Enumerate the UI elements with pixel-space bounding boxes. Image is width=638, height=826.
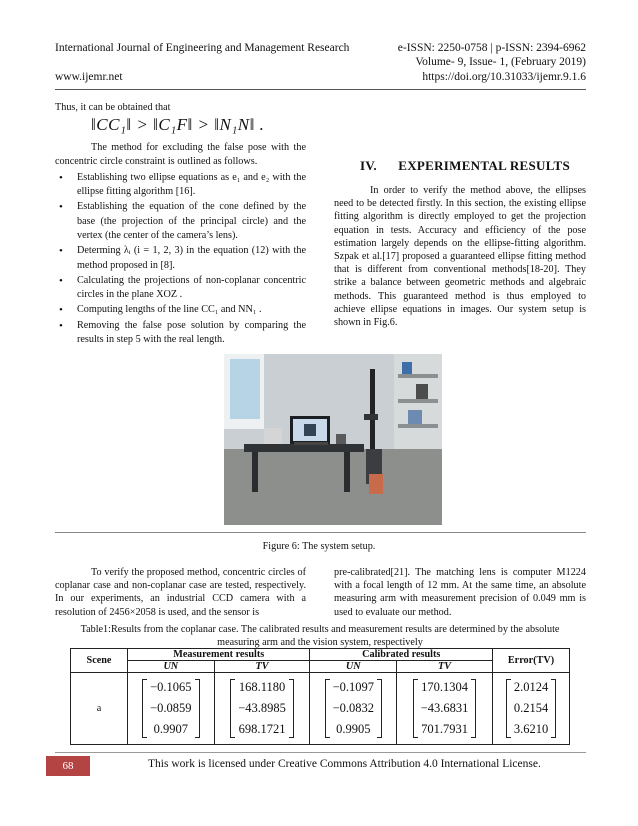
matrix-value: −43.8985 xyxy=(238,701,286,715)
matrix-value: −43.6831 xyxy=(420,701,469,715)
matrix-value: 698.1721 xyxy=(238,722,286,736)
scene-header: Scene xyxy=(71,649,128,673)
experimental-paragraph: In order to verify the method above, the ellipses need to be detected firstly. In this section, the existing ellipse fitting algorithm is directly employed to get the projection equation in tests. Accuracy and efficiency of the pose estimation largely depends on the ellipse-fitting algorithm. Szpak et al.[17] proposed a guaranteed ellipse fitting method that is different from conventional methods[18-20]. They strike a balance between geometric methods and algebraic methods. This guaranteed method is thus employed to achieve ellipse equations in images. Our system setup is shown in Fig.6. xyxy=(334,185,586,329)
issn: e-ISSN: 2250-0758 | p-ISSN: 2394-6962 xyxy=(397,42,586,54)
scene-cell: a xyxy=(71,673,128,745)
left-column xyxy=(55,101,306,348)
list-item: • Removing the false pose solution by comparing the results in step 5 with the real length. xyxy=(55,319,306,348)
lab-scene-image xyxy=(224,354,442,525)
matrix-value: 2.0124 xyxy=(513,680,549,694)
matrix-value: 168.1180 xyxy=(238,680,286,694)
page-number: 68 xyxy=(46,756,90,776)
table-row xyxy=(71,673,570,745)
meas-un-cell xyxy=(128,673,215,745)
results-table xyxy=(70,648,570,745)
meas-un-header: UN xyxy=(128,661,215,673)
matrix-value: 3.6210 xyxy=(513,722,549,736)
method-paragraph: The method for excluding the false pose with the concentric circle constraint is outlined as follows. xyxy=(55,142,306,167)
cal-un-cell xyxy=(310,673,397,745)
list-item: • Establishing the equation of the cone defined by the base (the projection of the principal circle) and the vertex (the center of the camera’s lens). xyxy=(55,200,306,243)
matrix-value: 0.9907 xyxy=(153,722,188,736)
error-header: Error(TV) xyxy=(493,649,570,673)
list-item: • Establishing two ellipse equations as e₁ and e₂ with the ellipse fitting algorithm [16]. xyxy=(55,171,306,200)
error-cell xyxy=(493,673,570,745)
measurement-header: Measurement results xyxy=(128,649,310,661)
license-text: This work is licensed under Creative Commons Attribution 4.0 International License. xyxy=(148,758,541,770)
doi: https://doi.org/10.31033/ijemr.9.1.6 xyxy=(422,71,586,83)
list-item: • Determing λᵢ (i = 1, 2, 3) in the equation (12) with the method proposed in [8]. xyxy=(55,244,306,273)
volume-issue: Volume- 9, Issue- 1, (February 2019) xyxy=(415,56,586,68)
error-matrix xyxy=(506,677,556,740)
journal-title: International Journal of Engineering and Management Research xyxy=(55,42,350,54)
website: www.ijemr.net xyxy=(55,71,123,83)
meas-tv-cell xyxy=(214,673,310,745)
meas-un-matrix xyxy=(142,677,199,740)
intro-text: Thus, it can be obtained that xyxy=(55,102,171,113)
footer-divider xyxy=(55,752,586,753)
list-item: • Computing lengths of the line CC₁ and NN₁ . xyxy=(55,303,306,317)
cal-tv-header: TV xyxy=(397,661,493,673)
cal-un-matrix xyxy=(325,677,382,740)
cal-tv-cell xyxy=(397,673,493,745)
meas-tv-header: TV xyxy=(214,661,310,673)
results-table-wrapper xyxy=(70,648,570,745)
header-divider xyxy=(55,89,586,90)
meas-tv-matrix xyxy=(230,677,294,740)
matrix-value: −0.1065 xyxy=(150,680,192,694)
list-item: • Calculating the projections of non-coplanar concentric circles in the plane XOZ . xyxy=(55,274,306,303)
matrix-value: −0.0832 xyxy=(332,701,374,715)
bottom-right-paragraph: pre-calibrated[21]. The matching lens is computer M1224 with a focal length of 12 mm. At the same time, an absolute measuring arm with measurement precision of 0.049 mm is used to evaluate our method. xyxy=(334,567,586,618)
steps-list xyxy=(55,171,306,348)
matrix-value: 170.1304 xyxy=(421,680,468,694)
calibrated-header: Calibrated results xyxy=(310,649,493,661)
matrix-value: 701.7931 xyxy=(421,722,468,736)
matrix-value: −0.1097 xyxy=(332,680,374,694)
matrix-value: 0.9905 xyxy=(336,722,371,736)
norm-inequality: ‖CC₁‖ > ‖C₁F‖ > ‖N₁N‖ . xyxy=(91,115,265,135)
matrix-value: −0.0859 xyxy=(150,701,192,715)
figure-divider xyxy=(55,532,586,533)
system-setup-photo xyxy=(224,354,442,525)
cal-tv-matrix xyxy=(413,677,477,740)
matrix-value: 0.2154 xyxy=(513,701,549,715)
bottom-left-paragraph: To verify the proposed method, concentric circles of coplanar case and non-coplanar case are tested, respectively. In our experiments, an industrial CCD camera with a resolution of 2456×2058 is used, and the sensor is xyxy=(55,567,306,618)
figure-caption: Figure 6: The system setup. xyxy=(262,541,376,552)
table-caption: Table1:Results from the coplanar case. The calibrated results and measurement results are determined by the absolute measuring arm and the vision system, respectively xyxy=(80,624,560,649)
cal-un-header: UN xyxy=(310,661,397,673)
section-heading: IV. EXPERIMENTAL RESULTS xyxy=(360,158,571,173)
